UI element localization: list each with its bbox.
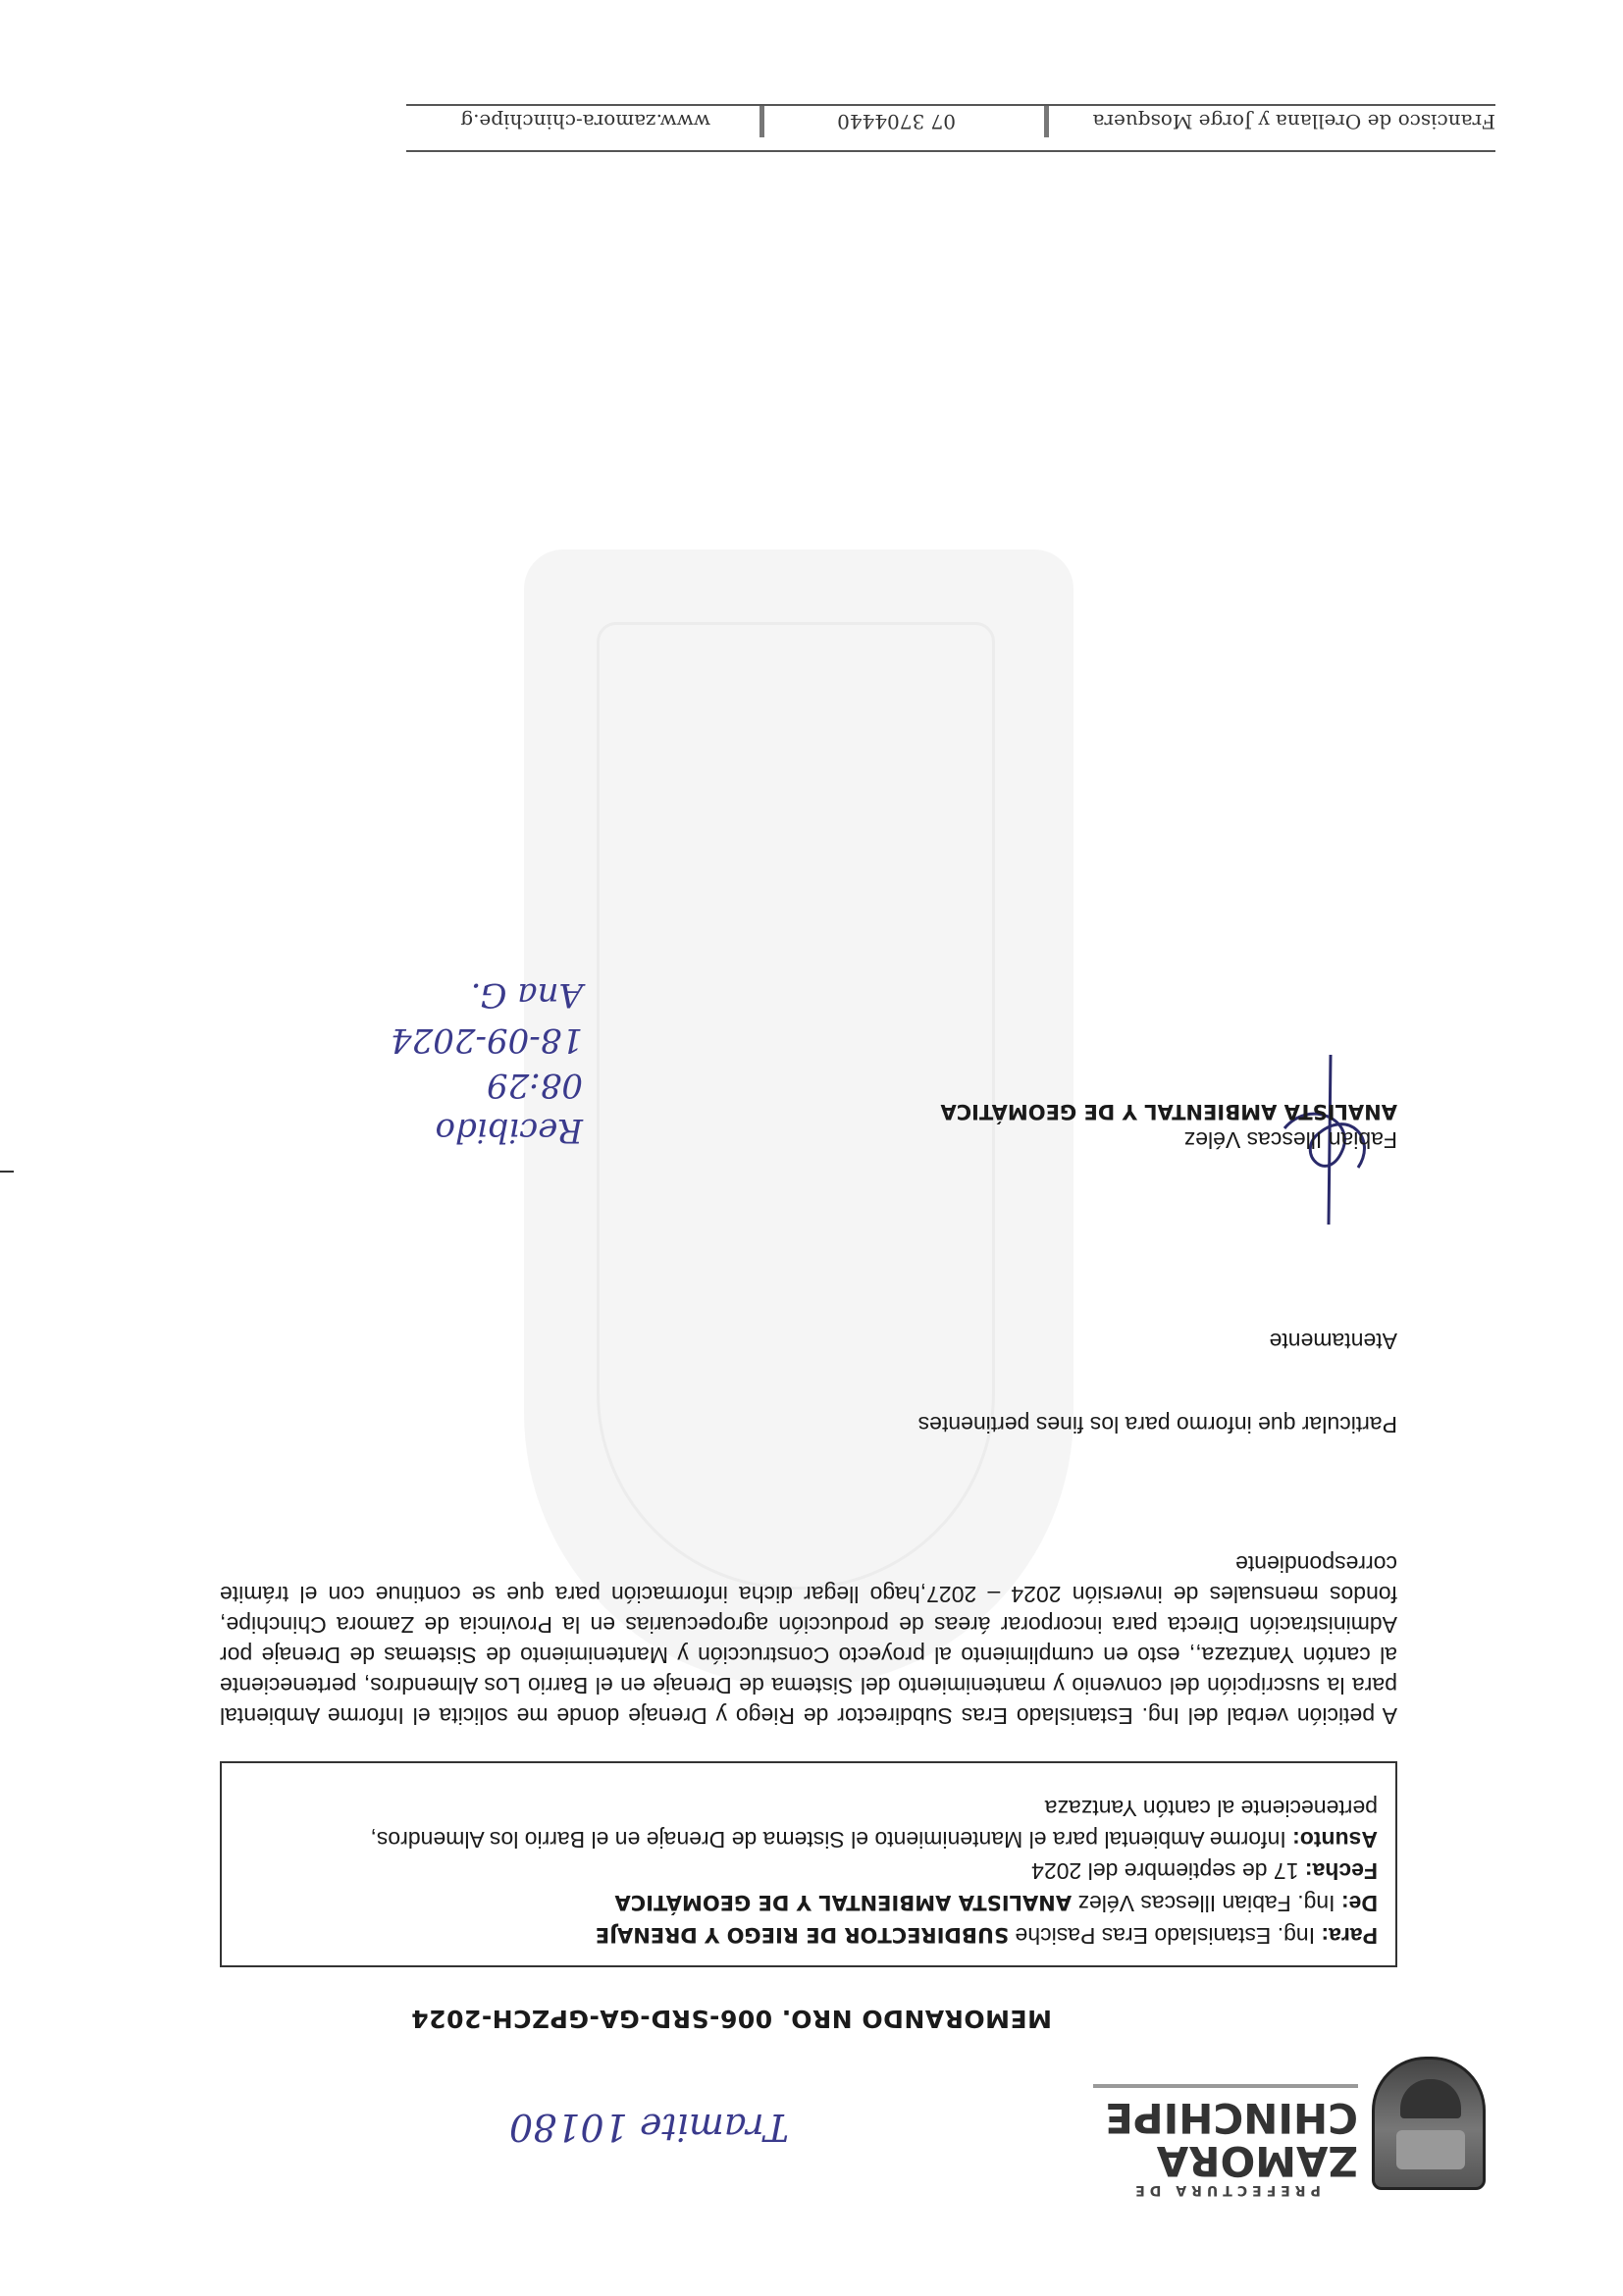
footer-website: www.zamora-chinchipe.g xyxy=(460,110,710,133)
logo-org-line2: CHINCHIPE xyxy=(1105,2094,1358,2142)
signer-title: ANALISTA AMBIENTAL Y DE GEOMÁTICA xyxy=(940,1100,1397,1123)
footer-separator xyxy=(759,104,764,137)
received-initials: Ana G. xyxy=(470,975,583,1015)
fecha-row xyxy=(239,1855,1378,1887)
footer-bottom-rule xyxy=(406,104,1495,106)
received-date: 18-09-2024 xyxy=(390,1020,583,1060)
footer-separator xyxy=(1044,104,1049,137)
de-row xyxy=(239,1887,1378,1919)
coat-of-arms-icon xyxy=(1372,2057,1486,2190)
footer xyxy=(406,102,1495,137)
tramite-handwritten-note: Tramite 10180 xyxy=(508,2106,789,2149)
para-row xyxy=(239,1919,1378,1952)
fecha-value: 17 de septiembre del 2024 xyxy=(1031,1858,1299,1884)
de-name: Ing. Fabian Illescas Vélez xyxy=(1077,1891,1335,1916)
margin-mark xyxy=(0,1171,14,1173)
para-title: SUBDIRECTOR DE RIEGO Y DRENAJE xyxy=(595,1923,1010,1947)
asunto-value: Informe Ambiental para el Mantenimiento el Sistema de Drenaje en el Barrio los Almendros, perteneciente al cantón Yantzaza xyxy=(370,1796,1378,1852)
para-name: Ing. Estanislado Eras Pasiche xyxy=(1015,1923,1316,1949)
received-stamp xyxy=(391,972,583,1153)
asunto-label: Asunto: xyxy=(1292,1827,1378,1852)
footer-address: Francisco de Orellana y Jorge Mosquera xyxy=(1092,110,1495,133)
prefectura-logo xyxy=(1083,2051,1486,2198)
footer-top-rule xyxy=(406,150,1495,152)
received-time: 08:29 xyxy=(487,1066,583,1105)
asunto-row xyxy=(239,1793,1378,1855)
fecha-label: Fecha: xyxy=(1304,1858,1378,1884)
logo-org-small: PREFECTURA DE xyxy=(1130,2182,1321,2198)
logo-text xyxy=(1064,2084,1358,2198)
memo-header-box xyxy=(220,1761,1397,1967)
memo-title: MEMORANDO NRO. 006-SRD-GA-GPZCH-2024 xyxy=(410,2005,1052,2033)
logo-underline xyxy=(1093,2084,1358,2088)
body-paragraph: A petición verbal del Ing. Estanislado Eras Subdirector de Riego y Drenaje donde me solicita el Informe Ambiental para la suscripción del convenio y mantenimiento del Sistema de Drenaje en el Barrio Los Almendros, perteneciente al cantón Yantzaza,, esto en cumplimiento al proyecto Construcción y Mantenimiento de Sistemas de Drenaje por Administración Directa para incorporar áreas de producción agropecuarias en la Provincia de Zamora Chinchipe, fondos mensuales de inversión 2024 – 2027,hago llegar dicha información para que se continue con el trámite correspondiente xyxy=(220,1551,1397,1729)
received-word: Recibido xyxy=(435,1111,583,1150)
signer-name: Fabian Illescas Vélez xyxy=(1183,1127,1397,1153)
de-title: ANALISTA AMBIENTAL Y DE GEOMÁTICA xyxy=(614,1891,1073,1914)
de-label: De: xyxy=(1340,1891,1378,1916)
footer-phone: 07 3704440 xyxy=(837,110,956,133)
closing-line: Particular que informo para los fines pertinentes xyxy=(917,1412,1397,1437)
para-label: Para: xyxy=(1321,1923,1378,1949)
logo-org-line1: ZAMORA xyxy=(1156,2137,1358,2185)
salutation: Atentamente xyxy=(1269,1329,1397,1354)
watermark-inner-arch xyxy=(597,622,995,1590)
